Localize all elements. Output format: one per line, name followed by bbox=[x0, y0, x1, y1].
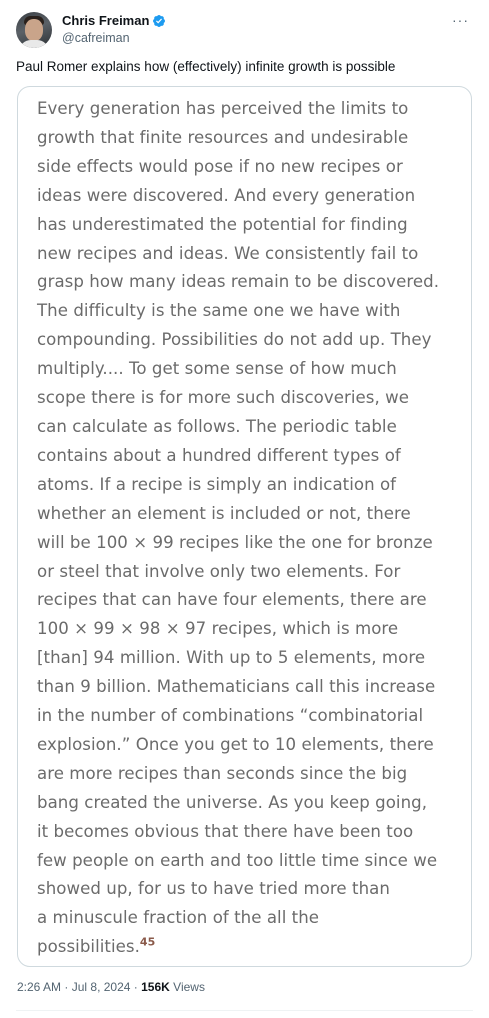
quote-line: can calculate as follows. The periodic table bbox=[37, 416, 397, 436]
quote-line: ideas were discovered. And every generation bbox=[37, 185, 416, 205]
quote-text bbox=[37, 95, 457, 962]
avatar-shirt bbox=[19, 40, 49, 48]
avatar[interactable] bbox=[16, 12, 52, 48]
divider bbox=[16, 1010, 473, 1011]
tweet-date[interactable]: Jul 8, 2024 bbox=[71, 980, 131, 994]
quote-line: Every generation has perceived the limits to bbox=[37, 99, 409, 118]
quote-line: will be 100 × 99 recipes like the one for bronze bbox=[37, 532, 433, 552]
meta-separator: · bbox=[64, 980, 69, 994]
quote-line: multiply.... To get some sense of how much bbox=[37, 359, 397, 379]
quote-line: a minuscule fraction of the all the bbox=[37, 908, 320, 928]
views-count: 156K bbox=[141, 980, 170, 994]
quote-line: recipes that can have four elements, there are bbox=[37, 590, 427, 610]
name-row bbox=[62, 13, 166, 28]
quote-line: has underestimated the potential for finding bbox=[37, 214, 408, 234]
quote-line: it becomes obvious that there have been too bbox=[37, 821, 414, 841]
quote-line: explosion.” Once you get to 10 elements, there bbox=[37, 734, 434, 754]
tweet-text: Paul Romer explains how (effectively) infinite growth is possible bbox=[16, 59, 396, 74]
avatar-face bbox=[25, 19, 43, 41]
footnote-marker: 45 bbox=[139, 935, 156, 949]
media-image[interactable] bbox=[17, 86, 472, 967]
quote-line: atoms. If a recipe is simply an indication of bbox=[37, 474, 397, 494]
verified-badge-icon bbox=[152, 14, 166, 28]
quote-last-line bbox=[37, 933, 457, 962]
quote-line: in the number of combinations “combinatorial bbox=[37, 706, 424, 726]
tweet-metadata bbox=[17, 980, 205, 994]
handle[interactable]: @cafreiman bbox=[62, 31, 130, 45]
tweet-time[interactable]: 2:26 AM bbox=[17, 980, 62, 994]
quote-line: showed up, for us to have tried more than bbox=[37, 879, 390, 899]
quote-line: [than] 94 million. With up to 5 elements, more bbox=[37, 648, 426, 668]
quote-line: 100 × 99 × 98 × 97 recipes, which is more bbox=[37, 619, 399, 639]
quote-line: side effects would pose if no new recipes or bbox=[37, 156, 403, 176]
meta-separator: · bbox=[133, 980, 138, 994]
quote-line: few people on earth and too little time since we bbox=[37, 850, 438, 870]
quote-line-text: possibilities. bbox=[37, 937, 140, 957]
quote-line: are more recipes than seconds since the big bbox=[37, 763, 408, 783]
quote-line: new recipes and ideas. We consistently fail to bbox=[37, 243, 419, 263]
quote-line: bang created the universe. As you keep going, bbox=[37, 792, 428, 812]
quote-line: or steel that involve only two elements. For bbox=[37, 561, 401, 581]
quote-line: than 9 billion. Mathematicians call this increase bbox=[37, 677, 436, 697]
quote-line: The difficulty is the same one we have with bbox=[37, 301, 401, 321]
views-label: Views bbox=[173, 980, 205, 994]
quote-line: contains about a hundred different types of bbox=[37, 445, 401, 465]
quote-line: compounding. Possibilities do not add up. They bbox=[37, 330, 432, 350]
display-name[interactable]: Chris Freiman bbox=[62, 13, 150, 28]
tweet-header bbox=[16, 12, 473, 52]
quote-line: growth that finite resources and undesirable bbox=[37, 127, 409, 147]
more-options-icon[interactable]: ··· bbox=[452, 12, 469, 28]
quote-line: whether an element is included or not, there bbox=[37, 503, 411, 523]
quote-line: grasp how many ideas remain to be discovered. bbox=[37, 272, 440, 292]
quote-line: scope there is for more such discoveries, we bbox=[37, 388, 409, 408]
